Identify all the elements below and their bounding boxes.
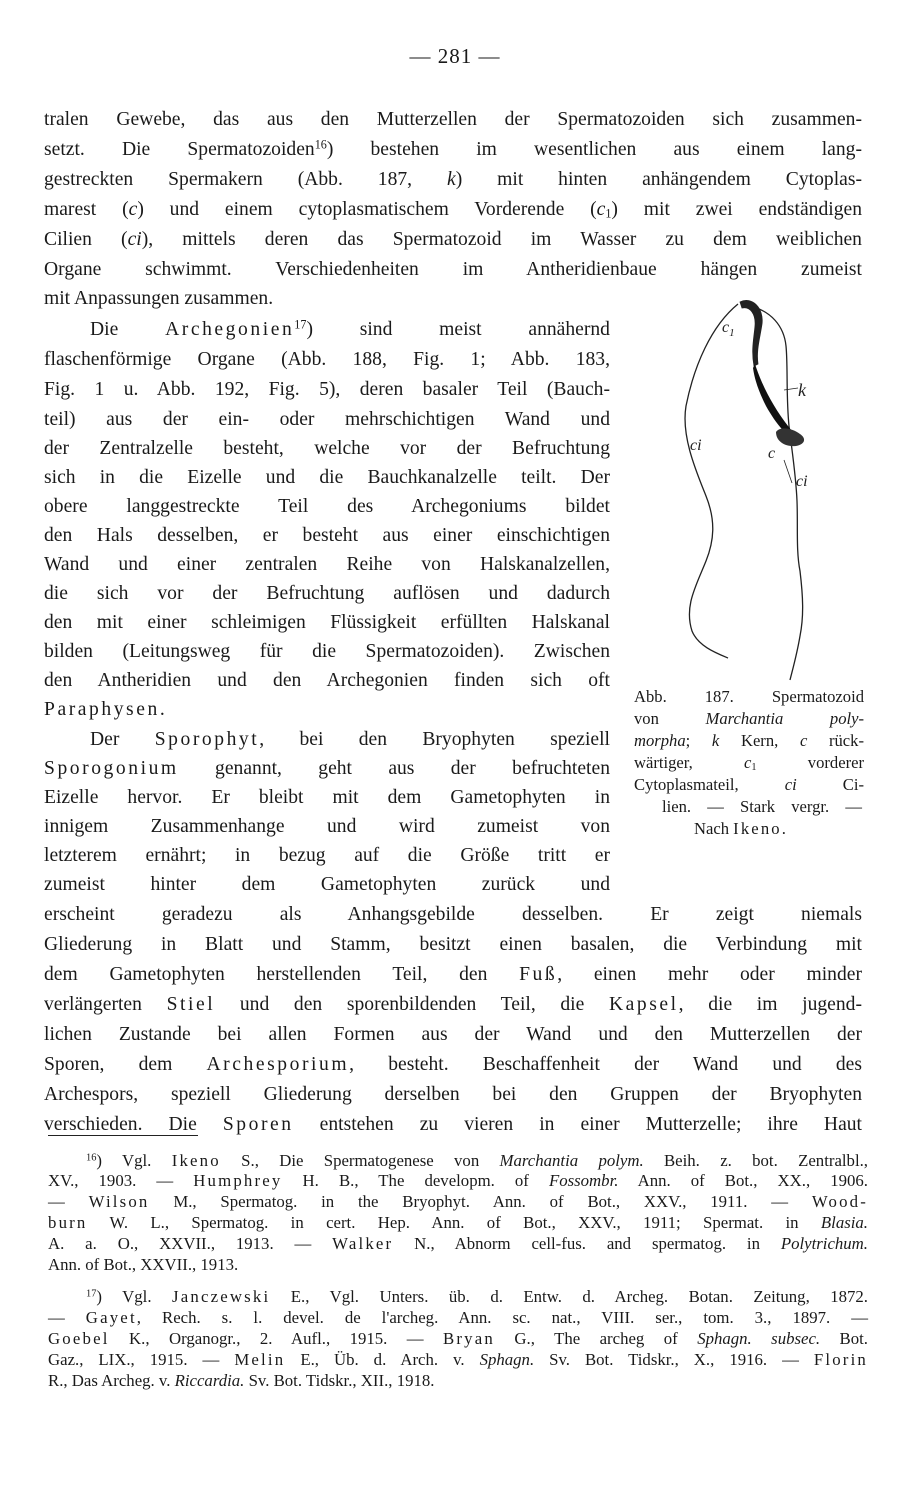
text-run: E., Üb. d. Arch. v. — [285, 1350, 480, 1369]
text-run: mit Anpassungen zusammen. — [44, 288, 274, 309]
text-line — [44, 228, 862, 252]
text-run: Goebel — [48, 1329, 110, 1348]
text-run: Fossombr. — [548, 1171, 619, 1190]
text-run: setzt. Die Spermatozoiden — [44, 139, 315, 160]
text-run: Gliederung in Blatt und Stamm, besitzt einen basalen, die Verbindung mit — [44, 934, 862, 955]
text-run: Marchantia poly- — [705, 709, 864, 728]
text-run: Organe schwimmt. Verschiedenheiten im Antheridienbaue hängen zumeist — [44, 259, 862, 280]
text-line — [44, 138, 862, 162]
text-run: Sv. Bot. Tidskr., X., 1916. — — [534, 1350, 814, 1369]
text-run: marest ( — [44, 199, 129, 220]
text-run: . — [781, 819, 786, 838]
text-run: Der — [90, 729, 155, 750]
cilium-left-line — [685, 304, 738, 658]
text-run: c — [128, 199, 138, 220]
text-run: Kern, — [719, 731, 800, 750]
text-line — [44, 378, 610, 402]
text-run: Blasia. — [820, 1213, 868, 1232]
text-line — [44, 258, 862, 282]
text-run: rück- — [807, 731, 864, 750]
text-run: den Hals desselben, er besteht aus einer einschichtigen — [44, 525, 610, 546]
text-run: ) bestehen im wesentlichen aus einem lang- — [326, 139, 862, 160]
text-run: XV., 1903. — — [48, 1171, 194, 1190]
text-run: Beih. z. bot. Zentralbl., — [643, 1151, 869, 1170]
text-line — [44, 963, 862, 987]
text-run: tralen Gewebe, das aus den Mutterzellen der Spermatozoiden sich zusammen- — [44, 109, 862, 130]
text-run: 1 — [751, 762, 757, 774]
text-run: burn — [48, 1213, 88, 1232]
footnote-line — [48, 1328, 868, 1349]
text-run: Fuß — [519, 964, 558, 985]
footnote-line — [48, 1254, 238, 1275]
text-line — [44, 903, 862, 927]
text-run: 17 — [86, 1288, 97, 1300]
text-run: bilden (Leitungsweg für die Spermatozoiden). Zwischen — [44, 641, 610, 662]
text-line — [44, 198, 862, 222]
text-run: Ann. of Bot., XXVII., 1913. — [48, 1255, 239, 1274]
caption-line — [634, 774, 864, 796]
caption-line — [634, 730, 864, 752]
footnote-line — [48, 1233, 868, 1254]
text-run: Cilien ( — [44, 229, 128, 250]
text-run: ) mit hinten anhängendem Cytoplas- — [455, 169, 862, 190]
text-line — [44, 1113, 862, 1137]
front-cytoplasm-hook — [740, 300, 762, 366]
text-run: Riccardia. — [174, 1371, 245, 1390]
label-c: c — [768, 445, 776, 462]
text-run: , einen mehr oder minder — [557, 964, 862, 985]
text-run: dem Gametophyten herstellenden Teil, den — [44, 964, 520, 985]
text-run: M., Spermatog. in the Bryophyt. Ann. of Bot., XXV., 1911. — — [149, 1192, 812, 1211]
text-run: G., The archeg of — [494, 1329, 698, 1348]
text-run: . — [159, 699, 165, 720]
text-line — [44, 437, 610, 461]
text-run: Archesporium — [206, 1054, 350, 1075]
text-run: wärtiger, — [634, 753, 745, 772]
text-run: und den sporenbildenden Teil, die — [215, 994, 609, 1015]
text-run: Sphagn. — [479, 1350, 535, 1369]
text-run: 16 — [314, 137, 327, 152]
label-ci-left: ci — [690, 437, 702, 454]
text-run: Sporen, dem — [44, 1054, 207, 1075]
footnote-line — [48, 1349, 868, 1370]
text-run: Florin — [813, 1350, 868, 1369]
text-run: Paraphysen — [44, 699, 160, 720]
text-line — [90, 318, 610, 342]
text-run: lichen Zustande bei allen Formen aus der Wand und den Mutterzellen der — [44, 1024, 862, 1045]
footnote-rule — [48, 1135, 198, 1136]
text-line — [44, 168, 862, 192]
text-run: ; — [685, 731, 712, 750]
text-run: k — [711, 731, 720, 750]
footnote-line — [48, 1307, 868, 1328]
label-ci-right: ci — [796, 473, 808, 490]
text-run: Gayet — [85, 1308, 137, 1327]
text-run: Sporophyt — [154, 729, 260, 750]
text-run: Archegonien — [165, 319, 295, 340]
text-run: Ikeno — [171, 1151, 221, 1170]
text-run: letzterem ernährt; in bezug auf die Größe tritt er — [44, 845, 610, 866]
figure-187 — [676, 286, 866, 688]
text-run: Melin — [234, 1350, 286, 1369]
text-run: ) Vgl. — [96, 1287, 173, 1306]
text-run: , bei den Bryophyten speziell — [259, 729, 610, 750]
spermatozoid-drawing — [676, 286, 866, 688]
footnote-line — [48, 1191, 868, 1212]
footnote-line — [48, 1370, 434, 1391]
text-run: Humphrey — [193, 1171, 283, 1190]
text-run: ) mit zwei endständigen — [611, 199, 862, 220]
text-run: — — [48, 1192, 89, 1211]
text-run: ci — [784, 775, 797, 794]
text-run: Bryan — [443, 1329, 495, 1348]
text-run: erscheint geradezu als Anhangsgebilde desselben. Er zeigt niemals — [44, 904, 862, 925]
text-run: c — [799, 731, 808, 750]
text-run: Abb. 187. Spermatozoid — [634, 687, 864, 706]
text-line — [44, 993, 862, 1017]
text-run: 17 — [294, 317, 307, 332]
text-run: Marchantia polym. — [499, 1151, 644, 1170]
text-run: von — [634, 709, 706, 728]
text-run: ci — [127, 229, 142, 250]
text-run: H. B., The developm. of — [282, 1171, 549, 1190]
text-run: c — [744, 753, 752, 772]
label-c1: $c_1$ — [722, 319, 735, 339]
text-run: ) und einem cytoplasmatischem Vorderende ( — [137, 199, 597, 220]
text-run: R., Das Archeg. v. — [48, 1371, 175, 1390]
text-line — [44, 408, 610, 432]
caption-line — [694, 818, 786, 840]
text-run: obere langgestreckte Teil des Archegoniums bildet — [44, 496, 610, 517]
text-line — [44, 933, 862, 957]
text-run: vorderer — [756, 753, 864, 772]
text-run: Ci- — [796, 775, 864, 794]
text-run: Nach — [694, 819, 734, 838]
text-run: teil) aus der ein- oder mehrschichtigen Wand und — [44, 409, 610, 430]
text-run: Ann. of Bot., XX., 1906. — [618, 1171, 868, 1190]
text-line — [44, 348, 610, 372]
text-run: N., Abnorm cell-fus. and spermatog. in — [393, 1234, 781, 1253]
text-run: , Rech. s. l. devel. de l'archeg. Ann. sc. nat., VIII. ser., tom. 3., 1897. — — [136, 1308, 868, 1327]
text-run: Wand und einer zentralen Reihe von Halskanalzellen, — [44, 554, 610, 575]
text-line — [44, 640, 610, 664]
text-line — [44, 1053, 862, 1077]
text-run: Walker — [332, 1234, 394, 1253]
text-run: Polytrichum. — [780, 1234, 868, 1253]
text-run: , die im jugend- — [678, 994, 862, 1015]
text-run: genannt, geht aus der befruchteten — [178, 758, 610, 779]
text-line — [44, 108, 862, 132]
text-line — [44, 611, 610, 635]
text-run: innigem Zusammenhange und wird zumeist von — [44, 816, 610, 837]
text-run: Gaz., LIX., 1915. — — [48, 1350, 235, 1369]
text-run: Bot. — [820, 1329, 868, 1348]
text-line — [44, 1083, 862, 1107]
text-run: K., Organogr., 2. Aufl., 1915. — — [109, 1329, 444, 1348]
text-line — [44, 466, 610, 490]
text-run: Sporen — [222, 1114, 294, 1135]
text-run: E., Vgl. Unters. üb. d. Entw. d. Archeg. Botan. Zeitung, 1872. — [270, 1287, 869, 1306]
text-line — [44, 844, 610, 868]
text-run: die sich vor der Befruchtung auflösen und dadurch — [44, 583, 610, 604]
text-line — [44, 669, 610, 693]
text-run: S., Die Spermatogenese von — [220, 1151, 500, 1170]
text-run: entstehen zu vieren in einer Mutterzelle; ihre Haut — [293, 1114, 863, 1135]
text-run: sich in die Eizelle und die Bauchkanalzelle teilt. Der — [44, 467, 610, 488]
text-run: Wood- — [811, 1192, 868, 1211]
text-line — [44, 757, 610, 781]
text-run: Die — [90, 319, 166, 340]
text-run: Ikeno — [733, 819, 782, 838]
text-run: Sphagn. subsec. — [697, 1329, 821, 1348]
caption-line — [662, 796, 862, 818]
caption-line — [634, 752, 864, 774]
text-run: Eizelle hervor. Er bleibt mit dem Gametophyten in — [44, 787, 610, 808]
caption-line — [634, 686, 864, 708]
text-line — [44, 873, 610, 897]
text-line — [90, 728, 610, 752]
text-run: lien. — Stark vergr. — — [662, 797, 862, 816]
text-run: ) sind meist annähernd — [306, 319, 610, 340]
text-line — [44, 582, 610, 606]
caption-line — [634, 708, 864, 730]
footnote-line — [86, 1150, 868, 1171]
text-line — [44, 553, 610, 577]
text-run: den mit einer schleimigen Flüssigkeit erfüllten Halskanal — [44, 612, 610, 633]
text-run: den Antheridien und den Archegonien finden sich oft — [44, 670, 610, 691]
text-run: 16 — [86, 1152, 97, 1164]
text-run: gestreckten Spermakern (Abb. 187, — [44, 169, 447, 190]
text-run: flaschenförmige Organe (Abb. 188, Fig. 1; Abb. 183, — [44, 349, 610, 370]
text-run: Fig. 1 u. Abb. 192, Fig. 5), deren basaler Teil (Bauch- — [44, 379, 610, 400]
text-run: ) Vgl. — [96, 1151, 172, 1170]
text-run: Sporogonium — [44, 758, 179, 779]
text-run: verlängerten — [44, 994, 167, 1015]
text-run: Stiel — [166, 994, 216, 1015]
footnote-line — [48, 1212, 868, 1233]
text-run: , besteht. Beschaffenheit der Wand und des — [349, 1054, 862, 1075]
text-run: morpha — [634, 731, 686, 750]
footnote-line — [48, 1170, 868, 1191]
text-line — [44, 495, 610, 519]
text-run: Cytoplasmateil, — [634, 775, 785, 794]
text-run: k — [447, 169, 456, 190]
text-line — [44, 698, 165, 722]
rear-cytoplasm-c — [776, 428, 804, 446]
page-number: — 281 — — [409, 44, 501, 68]
text-run: Sv. Bot. Tidskr., XII., 1918. — [244, 1371, 435, 1390]
label-k: k — [798, 380, 806, 400]
text-run: der Zentralzelle besteht, welche vor der Befruchtung — [44, 438, 610, 459]
text-run: Kapsel — [608, 994, 679, 1015]
text-line — [44, 287, 273, 311]
text-line — [44, 786, 610, 810]
text-line — [44, 815, 610, 839]
text-run: Janczewski — [172, 1287, 271, 1306]
text-run: 1 — [605, 206, 612, 221]
footnote-line — [86, 1286, 868, 1307]
text-line — [44, 1023, 862, 1047]
text-run: A. a. O., XXVII., 1913. — — [48, 1234, 333, 1253]
text-run: c — [596, 199, 606, 220]
text-run: Archespors, speziell Gliederung derselben bei den Gruppen der Bryophyten — [44, 1084, 862, 1105]
text-line — [44, 524, 610, 548]
text-run: — — [48, 1308, 86, 1327]
text-run: Wilson — [88, 1192, 150, 1211]
text-run: W. L., Spermatog. in cert. Hep. Ann. of Bot., XXV., 1911; Spermat. in — [87, 1213, 821, 1232]
text-run: ), mittels deren das Spermatozoid im Wasser zu dem weiblichen — [141, 229, 862, 250]
text-run: verschieden. Die — [44, 1114, 223, 1135]
text-run: zumeist hinter dem Gametophyten zurück und — [44, 874, 610, 895]
